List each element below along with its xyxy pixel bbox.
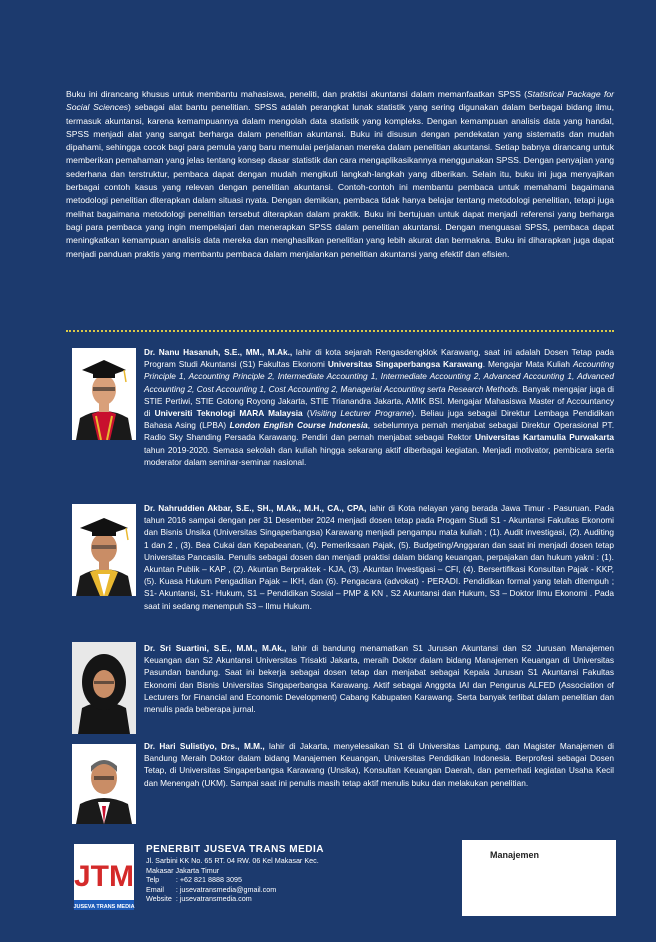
- publisher-logo-text: JTM: [74, 860, 134, 893]
- contact-label: Email: [146, 884, 164, 894]
- author-bio-1-k: , sebelumnya pernah menjabat sebagai Direktur Operasional PT. Radio Sky Shanding Persada Karawang. Pendiri dan pernah menjabat sebagai Rektor: [144, 420, 615, 443]
- author-bio-1-g: (: [302, 408, 310, 419]
- contact-value: : jusevatransmedia.com: [175, 894, 252, 903]
- book-description: [66, 88, 614, 261]
- author-bio-1-h: Visiting Lecturer Programe: [309, 408, 412, 419]
- publisher-logo-subtext: JUSEVA TRANS MEDIA: [73, 904, 135, 910]
- publisher-name: PENERBIT JUSEVA TRANS MEDIA: [146, 844, 324, 855]
- author-bio-3: [144, 642, 614, 715]
- author-bio-1-j: London English Course Indonesia: [229, 420, 368, 431]
- author-photo-2: [72, 504, 136, 596]
- contact-row: [146, 885, 280, 894]
- contact-label: Website: [146, 894, 172, 903]
- author-bio-1-a: lahir di kota sejarah Rengasdengklok Karawang, saat ini adalah Dosen Tetap pada Program Studi Akuntansi (S1) Fakultas Ekonomi: [144, 347, 615, 370]
- publisher-info: [146, 843, 436, 903]
- contact-value: : +62 821 8888 3095: [175, 875, 242, 885]
- author-bio-1: [144, 346, 614, 468]
- author-bio-1-i: ). Beliau juga sebagai Direktur Lembaga Pendidikan Bahasa Asing (LPBA): [144, 408, 614, 431]
- desc-text-2: ) sebagai alat bantu penelitian. SPSS adalah perangkat lunak statistik yang sering digunakan dalam berbagai bidang ilmu, termasuk akuntansi, karena kemampuannya dalam mengolah data statistik yang kompleks. Dengan kemampuan analisis data yang handal, SPSS menjadi alat yang sangat berharga dalam penelitian akuntansi. Buku ini disusun dengan pendekatan yang sistematis dan mudah dipahami, sehingga cocok bagi para pemula yang baru memulai perjalanan mereka dalam penelitian akuntansi. Setiap babnya dirancang untuk memberikan pemahaman yang jelas tentang konsep dasar statistik dan cara mengaplikasikannya menggunakan SPSS. Dengan penyajian yang sederhana dan terstruktur, pembaca dapat dengan mudah mengikuti langkah-langkah yang diberikan. Selain itu, buku ini juga menyajikan berbagai contoh kasus yang relevan dengan penelitian akuntansi. Contoh-contoh ini membantu pembaca untuk memahami bagaimana metodologi penelitian diterapkan dalam situasi nyata. Dengan demikian, pembaca tidak hanya belajar tentang metodologi penelitian, tetapi juga melihat bagaimana metodologi penelitian tersebut diterapkan dalam praktik. Buku ini bertujuan untuk dapat menjadi referensi yang berharga bagi para pembaca yang ingin mempelajari dan menerapkan SPSS dalam penelitian akuntansi. Dengan menguasai SPSS, pembaca dapat meningkatkan kemampuan analisis data mereka dan menghasilkan penelitian yang lebih akurat dan bermakna. Buku ini diharapkan juga dapat menjadi panduan praktis yang membantu pembaca dalam menjalankan penelitian akuntansi yang efektif dan efisien.: [66, 102, 614, 259]
- section-divider: [66, 330, 614, 332]
- contact-label: Telp: [146, 875, 160, 885]
- author-bio-4-text: lahir di Jakarta, menyelesaikan S1 di Universitas Lampung, dan Magister Manajemen di Bandung Meraih Doktor dalam bidang Manajemen Keuangan, Universitas Pendidikan Indonesia. Berprofesi sebagai Dosen Tetap, di Universitas Singaperbangsa Karawang (Unsika), Konsultan Keuangan Daerah, dan pemerhati kegiatan Usaha Kecil dan Menengah (UKM). Sampai saat ini penulis masih tetap aktif menulis buku dan melakukan penelitian.: [144, 741, 614, 788]
- author-bio-1-c: . Mengajar Mata Kuliah: [482, 359, 573, 370]
- author-bio-1-b: Universitas Singaperbangsa Karawang: [327, 359, 483, 370]
- publisher-logo: [72, 842, 136, 912]
- author-name-3: Dr. Sri Suartini, S.E., M.M., M.Ak.,: [144, 643, 287, 653]
- contact-row: [146, 894, 280, 903]
- author-photo-3: [72, 642, 136, 734]
- contact-row: [146, 875, 280, 884]
- desc-text-1: Buku ini dirancang khusus untuk membantu mahasiswa, peneliti, dan praktisi akuntansi dalam memanfaatkan SPSS (: [66, 89, 528, 99]
- author-bio-1-f: Universiti Teknologi MARA Malaysia: [154, 408, 303, 419]
- desc-italic: Statistical Package for Social Sciences: [66, 89, 614, 113]
- author-bio-1-e: . Banyak mengajar juga di STIE Pertiwi, STIE Gotong Royong Jakarta, STIE Trianandra Jakarta, AMIK BSI. Mengajar Mahasiswa Master of Accountancy di: [144, 383, 614, 419]
- author-bio-1-l: Universitas Kartamulia Purwakarta: [474, 432, 614, 443]
- author-name-1: Dr. Nanu Hasanuh, S.E., MM., M.Ak.,: [144, 347, 293, 357]
- author-name-4: Dr. Hari Sulistiyo, Drs., M.M.,: [144, 741, 265, 751]
- contact-value: : jusevatransmedia@gmail.com: [175, 884, 277, 894]
- author-bio-2-text: lahir di Kota nelayan yang berada Jawa Timur - Pasuruan. Pada tahun 2016 sampai dengan per 31 Desember 2024 menjadi dosen tetap pada Progam Studi S1 - Akuntansi Fakultas Ekonomi dan Bisnis Unsika (Universitas Singaperbangsa) Karawang menjadi pengampu mata kuliah ; (1). Audit investigasi, (2). Auditing 1 dan 2 , (3). Bea Cukai dan Kepabeanan, (4). Pemeriksaan Pajak, (5). Budgeting/Anggaran dan saat ini menjadi dosen tetap Universitas Pancasila. Penulis sebagai dosen dan menjadi praktisi dalam bidang keuangan, perpajakan dan hukum yakni : (1). Akuntan Publik – KAP , (2). Akuntan Berpraktek - KJA, (3). Akuntan Investigasi – CFI, (4). Bersertifikasi Konsultan Pajak - KKP, (5). Kuasa Hukum Pengadilan Pajak – IKH, dan (6). Pengacara (advokat) - PERADI. Pendidikan formal yang telah ditempuh ; S1- Akuntansi, S1- Hukum, S1 – Pendidikan Sosial – PMP & KN , S2 Akuntansi dan Hukum, S3 – Doktor Ilmu Ekonomi . Pada saat ini sedang menempuh S3 – Ilmu Hukum.: [144, 503, 614, 611]
- author-photo-4: [72, 744, 136, 824]
- author-bio-3-text: lahir di bandung menamatkan S1 Jurusan Akuntansi dan S2 Jurusan Manajemen Keuangan dan S2 Akuntansi Universitas Trisakti Jakarta, meraih Doktor dalam bidang Manajemen Keuangan di Universitas Pasundan bandung. Saat ini bekerja sebagai dosen tetap dan menjabat sebagai Kepala Jurusan S1 Akuntansi Fakultas Ekonomi dan Bisnis Universitas Singaperbangsa Karawang. Aktif sebagai Anggota IAI dan Pengurus ALFED (Association of Lecturers for Financial and Economic Development) Cabang Kabupaten Karawang. Serta banyak terlibat dalam penelitian dan menulis pada beberapa jurnal.: [144, 643, 614, 715]
- author-bio-1-m: tahun 2019-2020. Semasa sekolah dan kuliah hingga sekarang aktif diberbagai kegiatan. Menjadi motivator, pembicara serta moderator dalam seminar-seminar nasional.: [144, 444, 614, 467]
- publisher-address-1: Jl. Sarbini KK No. 65 RT. 04 RW. 06 Kel Makasar Kec.: [146, 856, 319, 865]
- publisher-address-2: Makasar Jakarta Timur: [146, 865, 220, 875]
- author-bio-4: [144, 740, 614, 789]
- publisher-contacts: [146, 875, 280, 903]
- category-box: [462, 840, 616, 916]
- author-bio-2: [144, 502, 614, 612]
- author-name-2: Dr. Nahruddien Akbar, S.E., SH., M.Ak., M.H., CA., CPA,: [144, 503, 367, 513]
- author-photo-1: [72, 348, 136, 440]
- category-label: Manajemen: [490, 850, 540, 860]
- author-bio-1-d: Accounting Principle 1, Accounting Principle 2, Intermediate Accounting 1, Intermediate Accounting 2, Advanced Accounting 1, Advanced Accounting 2, Cost Accounting 1, Cost Accounting 2, Managerial Accounting serta Research Methods: [144, 359, 615, 394]
